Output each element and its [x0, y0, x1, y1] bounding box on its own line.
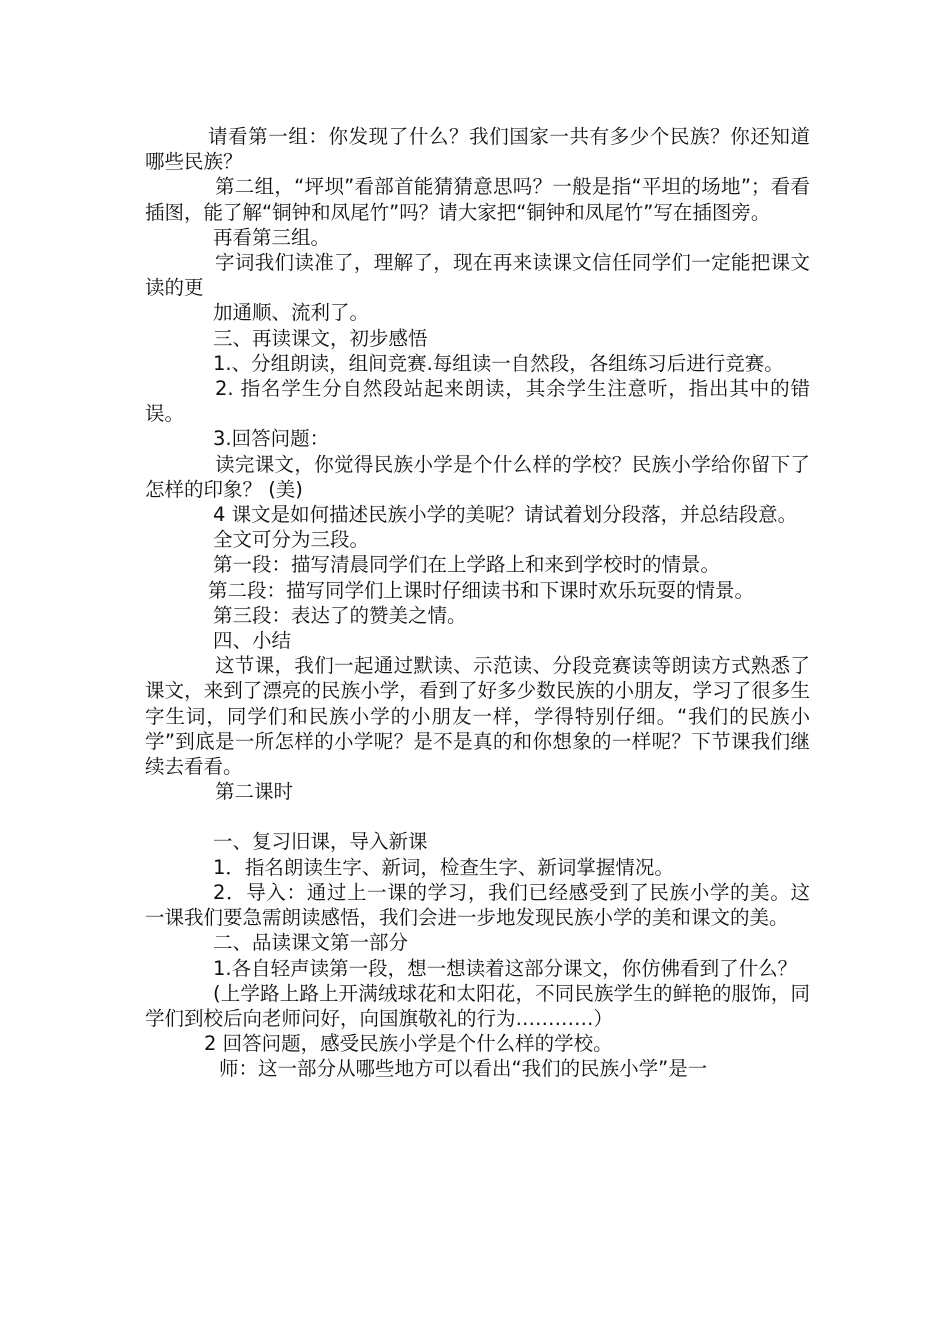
paragraph: 第二组，“坪坝”看部首能猜猜意思吗？一般是指“平坦的场地”；看看插图，能了解“铜钟和凤尾竹”吗？请大家把“铜钟和凤尾竹”写在插图旁。: [145, 175, 810, 224]
paragraph: 第二段：描写同学们上课时仔细读书和下课时欢乐玩耍的情景。: [208, 578, 755, 602]
section-heading: 四、小结: [213, 629, 292, 653]
paragraph: 1.、分组朗读，组间竞赛.每组读一自然段，各组练习后进行竞赛。: [213, 351, 784, 375]
paragraph: 2 回答问题，感受民族小学是个什么样的学校。: [204, 1032, 613, 1056]
lesson-heading: 第二课时: [215, 780, 294, 804]
section-heading: 三、再读课文，初步感悟: [213, 326, 428, 350]
paragraph: 师：这一部分从哪些地方可以看出“我们的民族小学”是一: [219, 1057, 708, 1081]
paragraph: 加通顺、流利了。: [213, 301, 370, 325]
document-body: [145, 124, 810, 1082]
paragraph: (上学路上路上开满绒球花和太阳花，不同民族学生的鲜艳的服饰，同学们到校后向老师问好，向国旗敬礼的行为…………）: [145, 981, 810, 1030]
paragraph: 请看第一组：你发现了什么？我们国家一共有多少个民族？你还知道哪些民族？: [145, 125, 810, 174]
paragraph: 再看第三组。: [213, 225, 331, 249]
paragraph: 3.回答问题：: [213, 427, 330, 451]
section-heading: 二、品读课文第一部分: [213, 931, 409, 955]
paragraph: 字词我们读准了，理解了，现在再来读课文信任同学们一定能把课文读的更: [145, 251, 810, 300]
paragraph: 4 课文是如何描述民族小学的美呢？请试着划分段落，并总结段意。: [213, 503, 798, 527]
paragraph: 第一段：描写清晨同学们在上学路上和来到学校时的情景。: [213, 553, 721, 577]
paragraph: 2．导入：通过上一课的学习，我们已经感受到了民族小学的美。这一课我们要急需朗读感悟，我们会进一步地发现民族小学的美和课文的美。: [145, 880, 810, 930]
paragraph: 读完课文，你觉得民族小学是个什么样的学校？民族小学给你留下了怎样的印象？ (美): [145, 452, 810, 501]
section-heading: 一、复习旧课，导入新课: [213, 830, 428, 854]
paragraph: 1．指名朗读生字、新词，检查生字、新词掌握情况。: [213, 855, 674, 879]
paragraph: 这节课，我们一起通过默读、示范读、分段竞赛读等朗读方式熟悉了课文，来到了漂亮的民族小学，看到了好多少数民族的小朋友，学习了很多生字生词，同学们和民族小学的小朋友一样，学得特别仔细。“我们的民族小学”到底是一所怎样的小学呢？是不是真的和你想象的一样呢？下节课我们继续去看看。: [145, 654, 810, 779]
blank-line: [145, 804, 810, 829]
paragraph: 1.各自轻声读第一段，想一想读着这部分课文，你仿佛看到了什么？: [213, 956, 798, 980]
paragraph: 全文可分为三段。: [213, 528, 370, 552]
paragraph: 2. 指名学生分自然段站起来朗读，其余学生注意听，指出其中的错误。: [145, 377, 810, 426]
paragraph: 第三段：表达了的赞美之情。: [213, 603, 467, 627]
